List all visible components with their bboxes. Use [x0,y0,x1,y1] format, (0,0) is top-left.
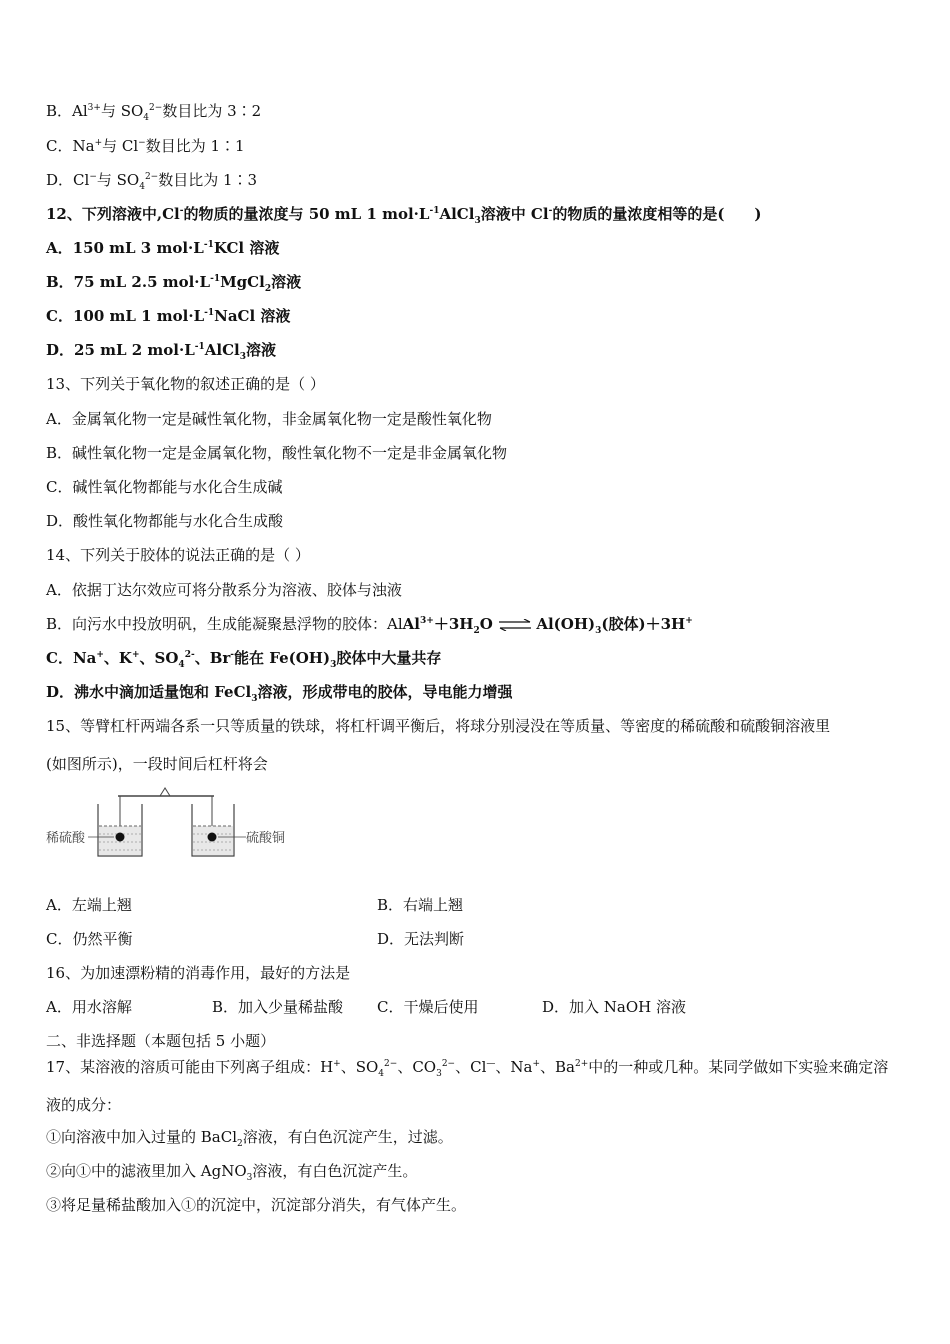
q17-stem-line2: 液的成分： [46,1096,122,1114]
lever-beaker-figure [46,786,296,866]
q16-option-a: A．用水溶解 [46,998,132,1016]
q11-option-c: C．Na+与 Cl−数目比为 1∶1 [46,137,245,155]
q12-option-c: C．100 mL 1 $mol\cdot L^{-1}NaCl$ 溶液 [46,307,291,325]
q13-option-c: C．碱性氧化物都能与水化合生成碱 [46,478,283,496]
q11-option-d: D．Cl−与 $SO_4^{2-}$数目比为 1∶3 [46,171,258,192]
q13-option-b: B．碱性氧化物一定是金属氧化物，酸性氧化物不一定是非金属氧化物 [46,444,508,462]
q15-stem-line1: 15、等臂杠杆两端各系一只等质量的铁球，将杠杆调平衡后，将球分别浸没在等质量、等密度的稀硫酸和硫酸铜溶液里 [46,717,831,735]
q16-option-c: C．干燥后使用 [377,998,479,1016]
fulcrum-icon [160,788,170,796]
label-dilute-sulfuric-acid: 稀硫酸 [46,831,86,846]
q17-stem-line1: 17、某溶液的溶质可能由下列离子组成：H+、$SO_4^{2-}$、$CO_3^{2-}$、Cl—、Na+、$Ba^{2+}$中的一种或几种。某同学做如下实验来确定溶 [46,1058,889,1079]
q12-stem: 12、下列溶液中,Cl-的物质的量浓度与 50 mL 1 $mol\cdot L^{-1}AlCl_3$溶液中 Cl-的物质的量浓度相等的是( ) [46,205,762,226]
q14-stem: 14、下列关于胶体的说法正确的是（ ） [46,546,310,564]
q15-option-a: A．左端上翘 [46,896,132,914]
q17-step-2: ②向①中的滤液里加入 AgNO$_3$溶液，有白色沉淀产生。 [46,1162,418,1183]
label-copper-sulfate: 硫酸铜 [246,831,286,846]
q14-option-b: B．向污水中投放明矾，生成能凝聚悬浮物的胶体：$AlAl^{3+}+3H_2O$ $Al(OH)_3$(胶体)＋3H+ [46,615,693,636]
q12-option-d: D．25 mL 2 $mol\cdot L^{-1}AlCl_3$溶液 [46,341,277,362]
q16-option-b: B．加入少量稀盐酸 [212,998,344,1016]
right-beaker [192,804,234,856]
q12-option-a: A．150 mL 3 $mol\cdot L^{-1}KCl$ 溶液 [46,239,280,257]
equilibrium-arrow-icon [498,619,532,631]
q15-option-c: C．仍然平衡 [46,930,133,948]
q13-stem: 13、下列关于氧化物的叙述正确的是（ ） [46,375,325,393]
q13-option-a: A．金属氧化物一定是碱性氧化物，非金属氧化物一定是酸性氧化物 [46,410,492,428]
q15-option-d: D．无法判断 [377,930,465,948]
q17-step-3: ③将足量稀盐酸加入①的沉淀中，沉淀部分消失，有气体产生。 [46,1196,467,1214]
q14-option-d: D．沸水中滴加适量饱和 FeCl$_3$溶液，形成带电的胶体，导电能力增强 [46,683,513,704]
q16-option-d: D．加入 NaOH 溶液 [542,998,687,1016]
q15-stem-line2: (如图所示)，一段时间后杠杆将会 [46,755,268,773]
q11-option-b: B．$Al^{3+}$与 $SO_4^{2-}$数目比为 3∶2 [46,102,262,123]
q16-stem: 16、为加速漂粉精的消毒作用，最好的方法是 [46,964,351,982]
q17-step-1: ①向溶液中加入过量的 BaCl$_2$溶液，有白色沉淀产生，过滤。 [46,1128,453,1149]
section-heading: 二、非选择题（本题包括 5 小题） [46,1032,276,1050]
q12-option-b: B．75 mL 2.5 $mol\cdot L^{-1}MgCl_2$溶液 [46,273,302,294]
q14-option-a: A．依据丁达尔效应可将分散系分为溶液、胶体与浊液 [46,581,402,599]
q13-option-d: D．酸性氧化物都能与水化合生成酸 [46,512,284,530]
q15-option-b: B．右端上翘 [377,896,464,914]
q14-option-c: C．Na+、K+、$SO_4^{2-}$、Br-能在 $Fe(OH)_3$胶体中大量共存 [46,649,442,670]
